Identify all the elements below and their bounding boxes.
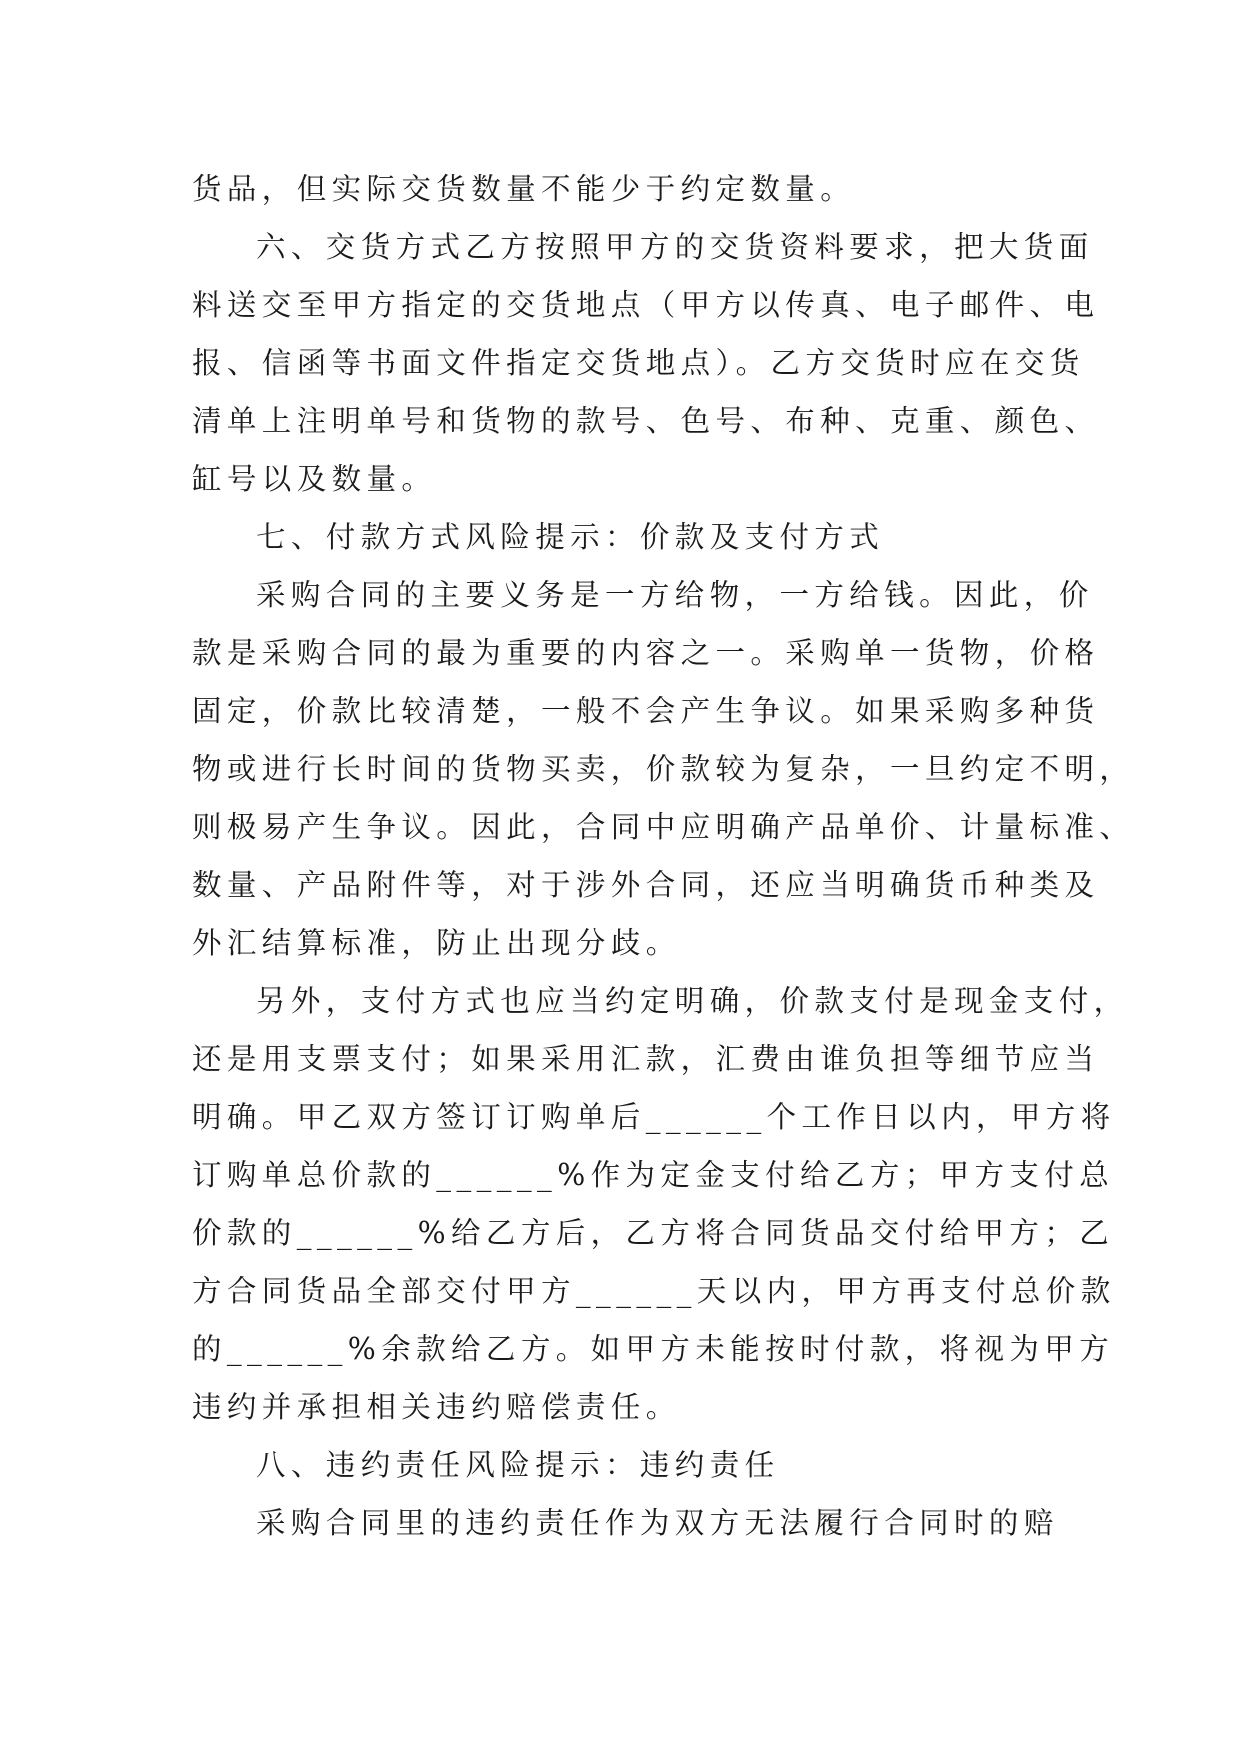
text-line: 的______%余款给乙方。如甲方未能按时付款，将视为甲方 xyxy=(192,1332,1115,1366)
section-eight-heading: 八、违约责任风险提示：违约责任 xyxy=(256,1448,780,1482)
text-line: 固定，价款比较清楚，一般不会产生争议。如果采购多种货 xyxy=(192,694,1100,728)
section-seven-heading: 七、付款方式风险提示：价款及支付方式 xyxy=(256,520,885,554)
text-line: 价款的______%给乙方后，乙方将合同货品交付给甲方；乙 xyxy=(192,1216,1115,1250)
text-line: 清单上注明单号和货物的款号、色号、布种、克重、颜色、 xyxy=(192,404,1100,438)
text-line: 物或进行长时间的货物买卖，价款较为复杂，一旦约定不明， xyxy=(192,752,1135,786)
paragraph-start: 采购合同的主要义务是一方给物，一方给钱。因此，价 xyxy=(256,578,1094,612)
document-page xyxy=(192,160,1135,1552)
text-line: 缸号以及数量。 xyxy=(192,462,437,496)
text-line: 还是用支票支付；如果采用汇款，汇费由谁负担等细节应当 xyxy=(192,1042,1100,1076)
text-line: 违约并承担相关违约赔偿责任。 xyxy=(192,1390,681,1424)
text-line: 款是采购合同的最为重要的内容之一。采购单一货物，价格 xyxy=(192,636,1100,670)
text-line: 方合同货品全部交付甲方______天以内，甲方再支付总价款 xyxy=(192,1274,1116,1308)
text-line: 数量、产品附件等，对于涉外合同，还应当明确货币种类及 xyxy=(192,868,1100,902)
section-six-heading: 六、交货方式乙方按照甲方的交货资料要求，把大货面 xyxy=(256,230,1094,264)
text-line: 料送交至甲方指定的交货地点（甲方以传真、电子邮件、电 xyxy=(192,288,1100,322)
text-line: 外汇结算标准，防止出现分歧。 xyxy=(192,926,681,960)
text-line: 报、信函等书面文件指定交货地点）。乙方交货时应在交货 xyxy=(192,346,1085,380)
text-line: 货品，但实际交货数量不能少于约定数量。 xyxy=(192,172,856,206)
paragraph-start: 另外，支付方式也应当约定明确，价款支付是现金支付， xyxy=(256,984,1129,1018)
paragraph-start: 采购合同里的违约责任作为双方无法履行合同时的赔 xyxy=(256,1506,1059,1540)
text-line: 则极易产生争议。因此，合同中应明确产品单价、计量标准、 xyxy=(192,810,1135,844)
text-line: 订购单总价款的______%作为定金支付给乙方；甲方支付总 xyxy=(192,1158,1115,1192)
text-line: 明确。甲乙双方签订订购单后______个工作日以内，甲方将 xyxy=(192,1100,1116,1134)
